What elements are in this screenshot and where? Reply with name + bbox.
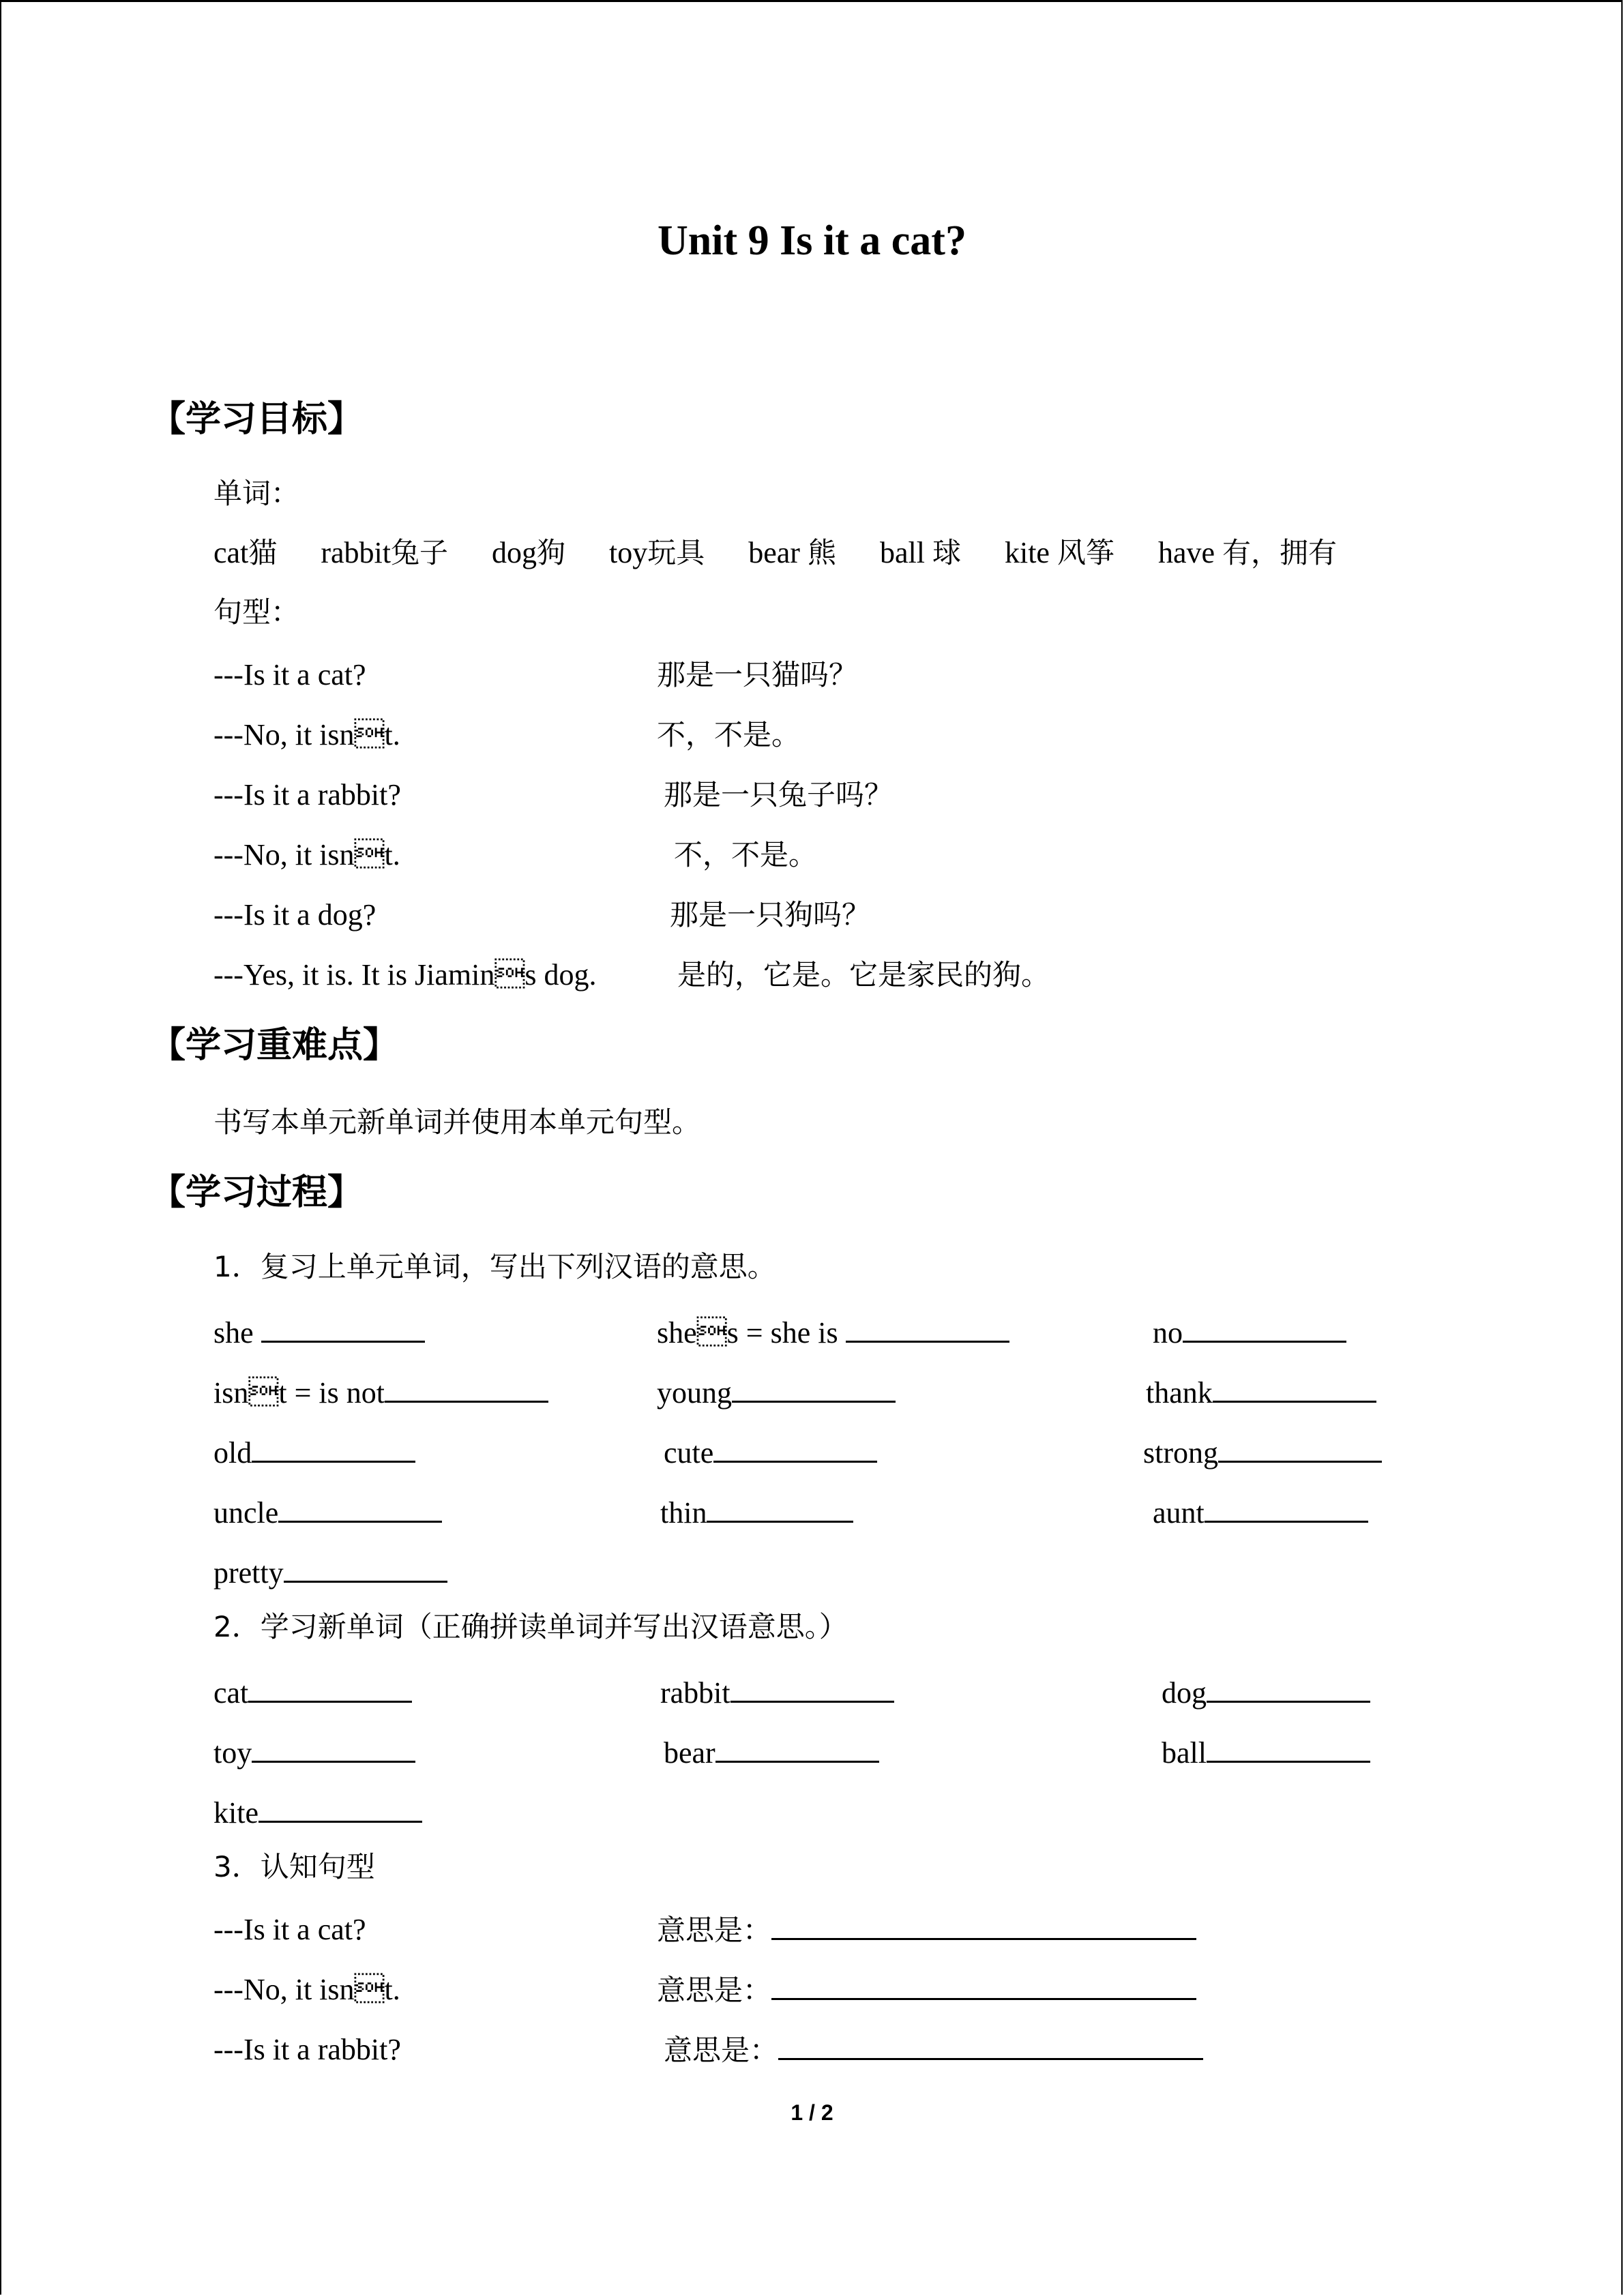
section-heading-process: 【学习过程】 [150, 1172, 364, 1213]
step1-title: 1．复习上单元单词，写出下列汉语的意思。 [213, 1250, 776, 1283]
answer-blank[interactable] [385, 1373, 548, 1403]
answer-blank[interactable] [1207, 1673, 1370, 1703]
answer-blank[interactable] [252, 1433, 415, 1463]
step3-title: 3．认知句型 [213, 1850, 375, 1883]
meaning-item: 意思是： [657, 1911, 1196, 1950]
page-title: Unit 9 Is it a cat? [658, 218, 966, 264]
pattern-zh: 那是一只狗吗？ [670, 898, 871, 931]
fill-item: old [213, 1433, 415, 1472]
answer-blank[interactable] [284, 1553, 447, 1583]
pattern-zh: 不，不是。 [657, 718, 801, 751]
fill-item: dog [1162, 1673, 1370, 1712]
pattern-en: ---Is it a cat? [213, 658, 366, 691]
answer-blank[interactable] [252, 1733, 415, 1763]
sentence-en: ---Is it a cat? [213, 1913, 366, 1946]
pattern-en: ---Is it a dog? [213, 898, 377, 931]
answer-blank[interactable] [771, 1911, 1196, 1940]
vocab-list [213, 534, 1337, 572]
fill-item: strong [1143, 1433, 1382, 1472]
section-heading-key-points: 【学习重难点】 [150, 1025, 399, 1066]
answer-blank[interactable] [713, 1433, 877, 1463]
answer-blank[interactable] [732, 1373, 896, 1403]
vocab-item: toy玩具 [608, 536, 705, 569]
answer-blank[interactable] [707, 1493, 853, 1523]
answer-blank[interactable] [771, 1971, 1196, 2000]
key-points-text: 书写本单元新单词并使用本单元句型。 [213, 1105, 701, 1139]
fill-item: uncle [213, 1493, 442, 1532]
fill-item: aunt [1153, 1493, 1368, 1532]
answer-blank[interactable] [278, 1493, 442, 1523]
answer-blank[interactable] [259, 1793, 422, 1823]
answer-blank[interactable] [1218, 1433, 1382, 1463]
fill-item: thin [660, 1493, 853, 1532]
answer-blank[interactable] [261, 1313, 425, 1343]
fill-item: shes = she is [657, 1313, 1009, 1352]
sentence-en: ---Is it a rabbit? [213, 2033, 401, 2066]
answer-blank[interactable] [1183, 1313, 1346, 1343]
fill-item: cute [664, 1433, 877, 1472]
fill-item: thank [1146, 1373, 1376, 1412]
page-number: 1 / 2 [791, 2100, 833, 2125]
fill-item: isnt = is not [213, 1373, 548, 1412]
answer-blank[interactable] [846, 1313, 1009, 1343]
pattern-en: ---Yes, it is. It is Jiamins dog. [213, 958, 597, 992]
step2-title: 2．学习新单词（正确拼读单词并写出汉语意思。） [213, 1610, 848, 1643]
answer-blank[interactable] [715, 1733, 879, 1763]
pattern-zh: 那是一只兔子吗？ [664, 778, 894, 811]
fill-item: rabbit [660, 1673, 894, 1712]
vocab-item: ball 球 [879, 536, 961, 569]
vocab-item: cat猫 [213, 536, 278, 569]
answer-blank[interactable] [730, 1673, 894, 1703]
pattern-zh: 不，不是。 [674, 838, 818, 871]
pattern-en: ---No, it isnt. [213, 838, 400, 871]
sentence-en: ---No, it isnt. [213, 1973, 400, 2006]
fill-item: cat [213, 1673, 412, 1712]
meaning-item: 意思是： [657, 1971, 1196, 2010]
vocab-item: have 有，拥有 [1157, 536, 1338, 569]
fill-item: she [213, 1313, 425, 1352]
meaning-item: 意思是： [664, 2031, 1203, 2070]
vocab-item: bear 熊 [748, 536, 836, 569]
vocab-item: kite 风筝 [1004, 536, 1114, 569]
fill-item: young [657, 1373, 896, 1412]
words-label: 单词： [213, 477, 300, 510]
pattern-zh: 那是一只猫吗？ [657, 658, 858, 691]
pattern-en: ---No, it isnt. [213, 718, 400, 751]
vocab-item: dog狗 [491, 536, 565, 569]
pattern-en: ---Is it a rabbit? [213, 778, 401, 811]
patterns-label: 句型： [213, 595, 300, 629]
pattern-zh: 是的，它是。它是家民的狗。 [677, 958, 1050, 992]
answer-blank[interactable] [1205, 1493, 1368, 1523]
fill-item: bear [664, 1733, 879, 1772]
section-heading-goals: 【学习目标】 [150, 399, 364, 440]
fill-item: pretty [213, 1553, 447, 1592]
answer-blank[interactable] [1207, 1733, 1370, 1763]
vocab-item: rabbit兔子 [321, 536, 448, 569]
fill-item: toy [213, 1733, 415, 1772]
answer-blank[interactable] [248, 1673, 412, 1703]
answer-blank[interactable] [1213, 1373, 1376, 1403]
fill-item: no [1153, 1313, 1346, 1352]
fill-item: kite [213, 1793, 422, 1832]
answer-blank[interactable] [778, 2031, 1203, 2060]
fill-item: ball [1162, 1733, 1370, 1772]
